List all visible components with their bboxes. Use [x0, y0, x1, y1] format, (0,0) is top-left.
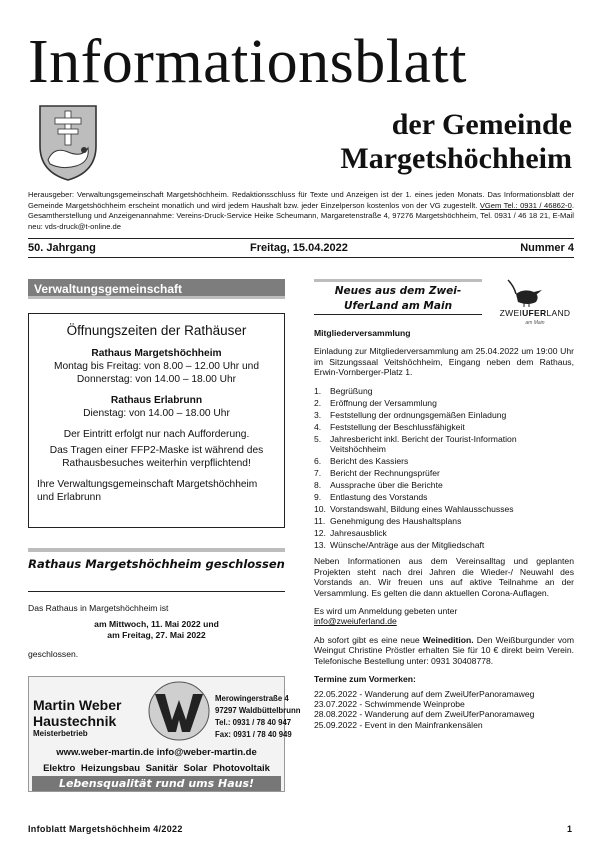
- date-item: 25.09.2022 - Event in den Mainfrankensälen: [314, 719, 483, 730]
- zweiuferland-logo-text: [496, 308, 574, 318]
- wine-paragraph: [314, 635, 574, 666]
- agenda-item-number: 3.: [314, 409, 322, 420]
- zweiuferland-headline: Neues aus dem Zwei-UferLand am Main: [314, 279, 482, 315]
- logo-text-land: LAND: [546, 308, 571, 318]
- agenda-item-text: Feststellung der Beschlussfähigkeit: [330, 421, 465, 432]
- closed-outro: geschlossen.: [28, 649, 79, 659]
- wine-text-b: Weinedition.: [422, 634, 474, 645]
- date-item: 23.07.2022 - Schwimmende Weinprobe: [314, 698, 465, 709]
- register-email-link[interactable]: info@zweiuferland.de: [314, 616, 397, 627]
- agenda-item: [314, 398, 574, 408]
- agenda-item-number: 13.: [314, 540, 326, 551]
- closed-headline: Rathaus Margetshöchheim geschlossen: [28, 548, 285, 592]
- agenda-item-number: 12.: [314, 528, 326, 539]
- bird-logo-icon: [494, 276, 574, 326]
- agenda-item-text: Entlastung des Vorstands: [330, 492, 428, 503]
- ad-name-line2: Haustechnik: [33, 713, 117, 729]
- ad-company-name: [33, 697, 121, 729]
- footer-page-number: 1: [566, 824, 572, 834]
- agenda-item: [314, 434, 574, 455]
- agenda-item-text: Vorstandswahl, Bildung eines Wahlausschusses: [330, 504, 514, 515]
- ad-name-line1: Martin Weber: [33, 697, 122, 713]
- imprint-text-1: Herausgeber: Verwaltungsgemeinschaft Margetshöchheim. Redaktionsschluss für Texte und Anzeigen ist der 1. eines jeden Monats. Das Informationsblatt der Gemeinde Margetshöchheim erscheint monatlich und wird jedem Haushalt bzw. jeder Einzelperson kostenlos von der VG zugestellt.: [28, 190, 574, 210]
- agenda-item-text: Genehmigung des Haushaltsplans: [330, 516, 462, 527]
- agenda-item: [314, 410, 574, 420]
- register-text: Es wird um Anmeldung gebeten unter: [314, 606, 458, 617]
- logo-text-zwei: ZWEI: [499, 308, 523, 318]
- agenda-item-number: 1.: [314, 385, 322, 396]
- mask-notice: Das Tragen einer FFP2-Maske ist während des Rathausbesuches weiterhin verpflichtend!: [49, 445, 264, 469]
- closed-dates: [28, 619, 285, 641]
- rathaus-margetshoechheim-name: Rathaus Margetshöchheim: [91, 348, 222, 359]
- ad-street: Merowingerstraße 4: [215, 694, 289, 703]
- agenda-item: [314, 456, 574, 466]
- ad-fax: Fax: 0931 / 78 40 949: [215, 730, 292, 739]
- agenda-item: [314, 492, 574, 502]
- agenda-item-number: 2.: [314, 397, 322, 408]
- issue-date: Freitag, 15.04.2022: [250, 242, 348, 254]
- ad-tel: Tel.: 0931 / 78 40 947: [215, 718, 292, 727]
- ad-trades: Elektro Heizungsbau Sanitär Solar Photovoltaik: [43, 763, 270, 774]
- agenda-item-text: Bericht des Kassiers: [330, 456, 409, 467]
- agenda-item-text: Jahresausblick: [330, 528, 387, 539]
- opening-hours-title: Öffnungszeiten der Rathäuser: [66, 323, 247, 338]
- wine-text-a: Ab sofort gibt es eine neue: [314, 634, 423, 645]
- agenda-item: [314, 504, 574, 514]
- agenda-item: [314, 386, 574, 396]
- closed-date-1: am Mittwoch, 11. Mai 2022 und: [94, 619, 219, 629]
- agenda-item-text: Wünsche/Anträge aus der Mitgliedschaft: [330, 540, 485, 551]
- agenda-item-number: 9.: [314, 492, 322, 503]
- agenda-item: [314, 528, 574, 538]
- dates-heading: Termine zum Vormerken:: [314, 674, 416, 685]
- weber-w-logo-icon: [147, 680, 211, 742]
- agenda-item-number: 7.: [314, 468, 322, 479]
- imprint: [28, 190, 574, 232]
- footer-issue: Infoblatt Margetshöchheim 4/2022: [28, 824, 183, 834]
- agenda-item: [314, 480, 574, 490]
- agenda-item: [314, 422, 574, 432]
- agenda-item-number: 6.: [314, 456, 322, 467]
- dates-list: [314, 689, 574, 731]
- rathaus-margetshoechheim-hours: Montag bis Freitag: von 8.00 – 12.00 Uhr und Donnerstag: von 14.00 – 18.00 Uhr: [53, 361, 259, 385]
- agenda-item-number: 8.: [314, 480, 322, 491]
- entry-notice: Der Eintritt erfolgt nur nach Aufforderung.: [63, 429, 250, 440]
- meeting-intro: Einladung zur Mitgliederversammlung am 25.04.2022 um 19:00 Uhr im Sitzungssaal Veitshöchheim, Eingang neben dem Rathaus, Erwin-Vornberger-Platz 1.: [314, 346, 574, 378]
- agenda-item-number: 5.: [314, 433, 322, 444]
- zweiuferland-article: [314, 328, 574, 730]
- agenda-item-number: 4.: [314, 421, 322, 432]
- agenda-item-number: 11.: [314, 516, 326, 527]
- meeting-heading: Mitgliederversammlung: [314, 328, 411, 338]
- agenda-item-text: Begrüßung: [330, 385, 373, 396]
- ad-address: [215, 693, 301, 741]
- agenda-item: [314, 516, 574, 526]
- section-title-verwaltung: Verwaltungsgemeinschaft: [28, 279, 285, 299]
- wine-text-c: Den Weißburgunder vom Weingut Christine Pröstler erhalten Sie für 10 € direkt beim Verein. Telefonische Bestellung unter: 0931 30408778.: [314, 634, 574, 666]
- closed-intro: Das Rathaus in Margetshöchheim ist: [28, 603, 169, 613]
- ad-meisterbetrieb: Meisterbetrieb: [33, 729, 88, 738]
- rathaus-erlabrunn-name: Rathaus Erlabrunn: [110, 395, 203, 406]
- date-item: 22.05.2022 - Wanderung auf dem ZweiUferPanoramaweg: [314, 688, 535, 699]
- issue-year: 50. Jahrgang: [28, 242, 96, 254]
- masthead-subtitle-line1: der Gemeinde: [391, 108, 572, 141]
- agenda-item-text: Aussprache über die Berichte: [330, 480, 443, 491]
- agenda-list: [314, 386, 574, 551]
- projects-paragraph: Neben Informationen aus dem Vereinsalltag und geplanten Projekten steht nach drei Jahren die Wieder-/ Neuwahl des Vorstands an. Wir freuen uns auf aktive Teilnahme an der Versammlung. Es gelten die dann aktuellen Corona-Auflagen.: [314, 556, 574, 598]
- municipal-crest-icon: [36, 102, 100, 182]
- opening-hours-box: [28, 313, 285, 528]
- register-paragraph: [314, 606, 574, 627]
- imprint-phone-link[interactable]: VGem Tel.: 0931 / 46862-0: [479, 200, 572, 210]
- date-item: 28.08.2022 - Wanderung auf dem ZweiUferPanoramaweg: [314, 709, 535, 720]
- closed-notice: [28, 603, 285, 660]
- signature: Ihre Verwaltungsgemeinschaft Margetshöchheim und Erlabrunn: [37, 479, 258, 503]
- agenda-item-text: Jahresbericht inkl. Bericht der Tourist-Information Veitshöchheim: [330, 433, 517, 455]
- issue-number: Nummer 4: [520, 242, 574, 254]
- rathaus-erlabrunn-hours: Dienstag: von 14.00 – 18.00 Uhr: [83, 408, 230, 419]
- ad-city: 97297 Waldbüttelbrunn: [215, 706, 301, 715]
- agenda-item-text: Bericht der Rechnungsprüfer: [330, 468, 440, 479]
- ad-web-email[interactable]: www.weber-martin.de info@weber-martin.de: [56, 747, 257, 758]
- weber-advertisement: [28, 676, 301, 792]
- agenda-item-text: Feststellung der ordnungsgemäßen Einladung: [330, 409, 507, 420]
- logo-text-ufer: UFER: [522, 308, 547, 318]
- issue-bar: [28, 238, 574, 258]
- agenda-item-text: Eröffnung der Versammlung: [330, 397, 437, 408]
- closed-date-2: am Freitag, 27. Mai 2022: [107, 630, 206, 640]
- masthead-title: Informationsblatt: [28, 28, 467, 96]
- masthead-subtitle-line2: Margetshöchheim: [340, 142, 572, 175]
- agenda-item: [314, 540, 574, 550]
- imprint-text-2: . Gesamtherstellung und Anzeigenannahme: Vereins-Druck-Service Heike Scheumann, Margaretenstraße 4, 97276 Margetshöchheim, Tel. 0931 / 46 18 21, E-Mail neu: vds-druck@t-online.de: [28, 200, 574, 231]
- agenda-item: [314, 468, 574, 478]
- logo-tagline: am Main: [525, 320, 545, 326]
- ad-slogan: Lebensqualität rund ums Haus!: [32, 776, 281, 791]
- agenda-item-number: 10.: [314, 504, 326, 515]
